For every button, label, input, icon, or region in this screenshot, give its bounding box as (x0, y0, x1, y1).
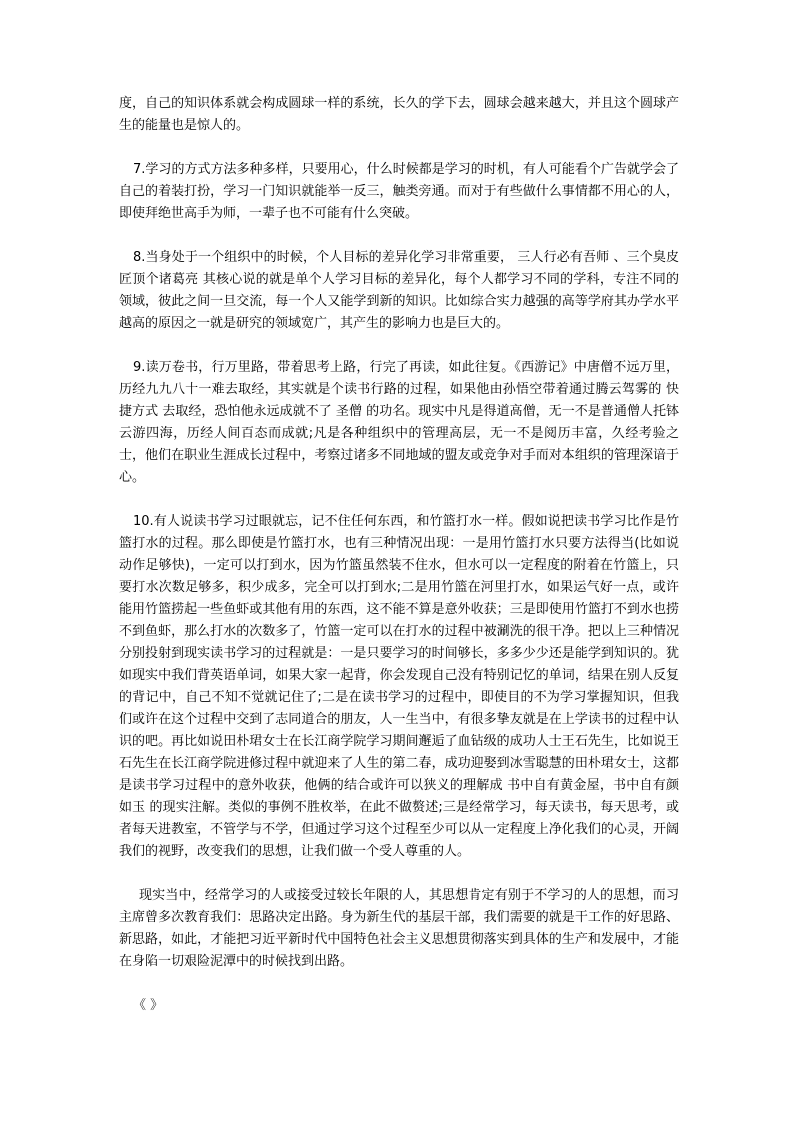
document-body (119, 93, 679, 1017)
paragraph-continuation: 度，自己的知识体系就会构成圆球一样的系统，长久的学下去，圆球会越来越大，并且这个圆球产生的能量也是惊人的。 (119, 96, 679, 133)
footer-bracket-mark: 《 》 (133, 998, 164, 1013)
paragraph-8: 8.当身处于一个组织中的时候，个人目标的差异化学习非常重要， 三人行必有吾师 、三个臭皮匠顶个诸葛亮 其核心说的就是单个人学习目标的差异化，每个人都学习不同的学科，专注不同的领域，彼此之间一旦交流，每一个人又能学到新的知识。比如综合实力越强的高等学府其办学水平越高的原因之一就是研究的领域宽广，其产生的影响力也是巨大的。 (119, 250, 679, 331)
paragraph-10: 10.有人说读书学习过眼就忘，记不住任何东西，和竹篮打水一样。假如说把读书学习比作是竹篮打水的过程。那么即使是竹篮打水，也有三种情况出现：一是用竹篮打水只要方法得当(比如说动作足够快)，一定可以打到水，因为竹篮虽然装不住水，但水可以一定程度的附着在竹篮上，只要打水次数足够多，积少成多，完全可以打到水;二是用竹篮在河里打水，如果运气好一点，或许能用竹篮捞起一些鱼虾或其他有用的东西，这不能不算是意外收获；三是即使用竹篮打不到水也捞不到鱼虾，那么打水的次数多了，竹篮一定可以在打水的过程中被涮洗的很干净。把以上三种情况分别投射到现实读书学习的过程就是：一是只要学习的时间够长，多多少少还是能学到知识的。犹如现实中我们背英语单词，如果大家一起背，你会发现自己没有特别记忆的单词，结果在别人反复的背记中，自己不知不觉就记住了;二是在读书学习的过程中，即使目的不为学习掌握知识，但我们或许在这个过程中交到了志同道合的朋友，人一生当中，有很多挚友就是在上学读书的过程中认识的吧。再比如说田朴珺女士在长江商学院学习期间邂逅了血钻级的成功人士王石先生，比如说王石先生在长江商学院进修过程中就迎来了人生的第二春，成功迎娶到冰雪聪慧的田朴珺女士，这都是读书学习过程中的意外收获，他俩的结合或许可以狭义的理解成 书中自有黄金屋，书中自有颜如玉 的现实注解。类似的事例不胜枚举，在此不做赘述;三是经常学习，每天读书，每天思考，或者每天进教室，不管学与不学，但通过学习这个过程至少可以从一定程度上净化我们的心灵，开阔我们的视野，改变我们的思想，让我们做一个受人尊重的人。 (119, 514, 679, 859)
paragraph-7: 7.学习的方式方法多种多样，只要用心，什么时候都是学习的时机，有人可能看个广告就学会了自己的着装打扮，学习一门知识就能举一反三，触类旁通。而对于有些做什么事情都不用心的人，即使拜绝世高手为师，一辈子也不可能有什么突破。 (119, 162, 679, 221)
paragraph-9: 9.读万卷书，行万里路，带着思考上路，行完了再读，如此往复。《西游记》中唐僧不远万里，历经九九八十一难去取经，其实就是个读书行路的过程，如果他由孙悟空带着通过腾云驾雾的 快捷方式 去取经，恐怕他永远成就不了 圣僧 的功名。现实中凡是得道高僧，无一不是普通僧人托钵云游四海，历经人间百态而成就;凡是各种组织中的管理高层，无一不是阅历丰富，久经考验之士，他们在职业生涯成长过程中，考察过诸多不同地域的盟友或竞争对手而对本组织的管理深谙于心。 (119, 360, 679, 485)
paragraph-conclusion: 现实当中，经常学习的人或接受过较长年限的人，其思想肯定有别于不学习的人的思想，而习主席曾多次教育我们：思路决定出路。身为新生代的基层干部，我们需要的就是干工作的好思路、新思路，如此，才能把习近平新时代中国特色社会主义思想贯彻落实到具体的生产和发展中，才能在身陷一切艰险泥潭中的时候找到出路。 (119, 888, 679, 969)
